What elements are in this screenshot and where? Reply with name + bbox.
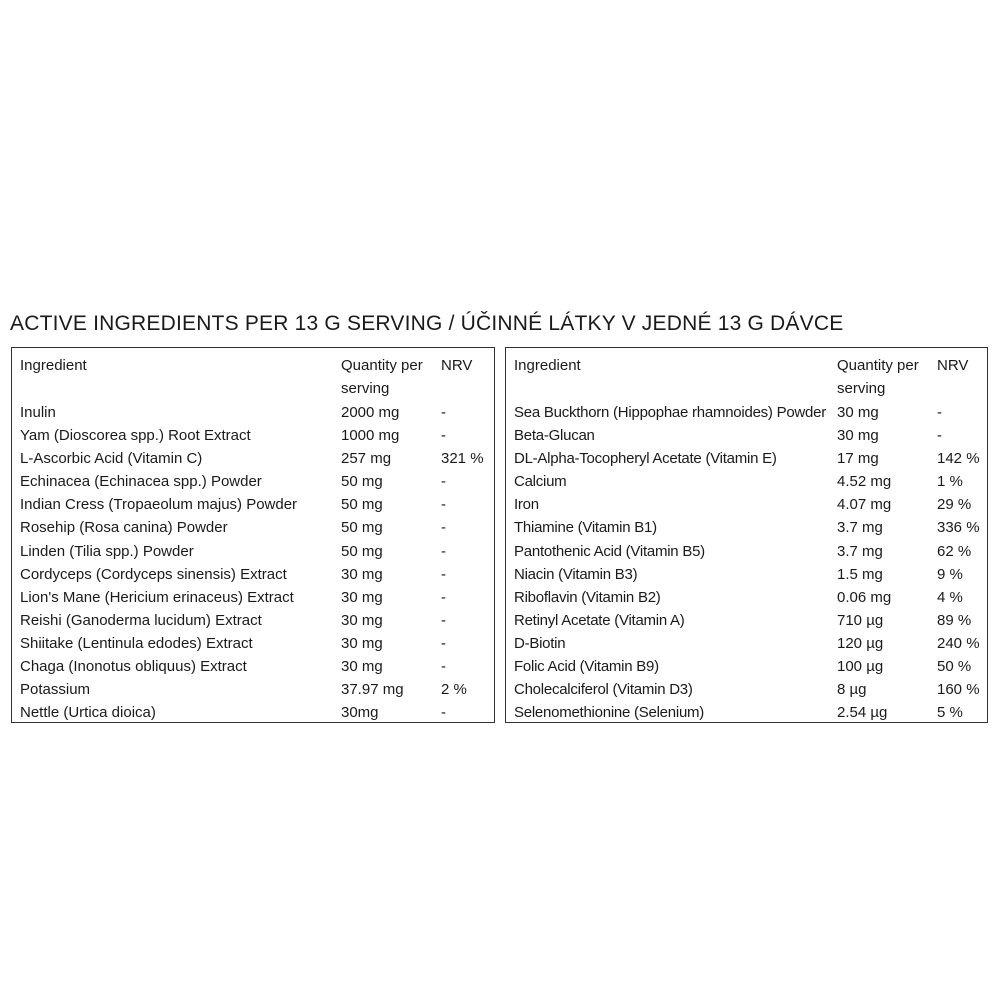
table-row (506, 632, 987, 655)
ingredient-cell: Pantothenic Acid (Vitamin B5) (514, 542, 705, 560)
quantity-cell: 3.7 mg (837, 542, 883, 560)
ingredient-cell: Inulin (20, 404, 56, 421)
nrv-cell: - (441, 542, 446, 560)
table-row (506, 655, 987, 678)
nrv-cell: 5 % (937, 704, 963, 722)
table-row (506, 401, 987, 424)
nrv-cell: 2 % (441, 681, 467, 699)
ingredient-cell: D-Biotin (514, 634, 566, 652)
nrv-cell: - (441, 588, 446, 606)
nrv-cell: 89 % (937, 611, 972, 629)
ingredient-cell: L-Ascorbic Acid (Vitamin C) (20, 450, 203, 468)
table-row (506, 540, 987, 563)
table-row (506, 678, 987, 701)
quantity-cell: 0.06 mg (837, 588, 892, 606)
ingredient-cell: Sea Buckthorn (Hippophae rhamnoides) Powder (514, 404, 826, 421)
table-row (506, 447, 987, 470)
quantity-cell: 8 µg (837, 681, 867, 699)
ingredient-cell: Linden (Tilia spp.) Powder (20, 542, 194, 560)
nrv-cell: - (441, 473, 446, 491)
ingredient-cell: Folic Acid (Vitamin B9) (514, 658, 659, 676)
nrv-cell: 1 % (937, 473, 963, 491)
page-title: ACTIVE INGREDIENTS PER 13 G SERVING / ÚČINNÉ LÁTKY V JEDNÉ 13 G DÁVCE (10, 312, 844, 335)
nrv-cell: - (937, 404, 942, 421)
ingredient-cell: Riboflavin (Vitamin B2) (514, 588, 661, 606)
ingredient-cell: Niacin (Vitamin B3) (514, 565, 638, 583)
quantity-cell: 50 mg (341, 473, 383, 491)
table-row (12, 470, 494, 493)
table-row (506, 609, 987, 632)
ingredient-cell: Indian Cress (Tropaeolum majus) Powder (20, 496, 298, 514)
table-body (12, 401, 494, 724)
quantity-cell: 50 mg (341, 542, 383, 560)
nrv-cell: - (441, 704, 446, 722)
header-quantity-line2: serving (837, 380, 886, 397)
table-row (12, 609, 494, 632)
header-quantity (837, 354, 919, 400)
header-nrv: NRV (937, 357, 969, 374)
quantity-cell: 30mg (341, 704, 379, 722)
ingredient-cell: Thiamine (Vitamin B1) (514, 519, 657, 537)
nrv-cell: 29 % (937, 496, 972, 514)
ingredient-cell: Shiitake (Lentinula edodes) Extract (20, 634, 253, 652)
header-ingredient: Ingredient (514, 357, 581, 374)
nrv-cell: 336 % (937, 519, 980, 537)
nrv-cell: - (441, 634, 446, 652)
ingredient-cell: Cordyceps (Cordyceps sinensis) Extract (20, 565, 287, 583)
quantity-cell: 4.52 mg (837, 473, 892, 491)
ingredients-table-right (505, 347, 988, 723)
table-row (506, 470, 987, 493)
quantity-cell: 3.7 mg (837, 519, 883, 537)
nrv-cell: 50 % (937, 658, 972, 676)
ingredient-cell: Beta-Glucan (514, 427, 595, 445)
table-row (12, 655, 494, 678)
ingredient-cell: Reishi (Ganoderma lucidum) Extract (20, 611, 262, 629)
header-ingredient: Ingredient (20, 357, 87, 374)
quantity-cell: 1.5 mg (837, 565, 883, 583)
nrv-cell: 321 % (441, 450, 484, 468)
quantity-cell: 37.97 mg (341, 681, 404, 699)
table-row (12, 447, 494, 470)
ingredient-cell: Calcium (514, 473, 567, 491)
quantity-cell: 30 mg (341, 565, 383, 583)
table-body (506, 401, 987, 724)
nrv-cell: - (937, 427, 942, 445)
nrv-cell: - (441, 565, 446, 583)
table-row (12, 563, 494, 586)
table-row (12, 424, 494, 447)
quantity-cell: 100 µg (837, 658, 884, 676)
table-row (12, 701, 494, 724)
table-row (12, 493, 494, 516)
nrv-cell: 9 % (937, 565, 963, 583)
quantity-cell: 17 mg (837, 450, 879, 468)
quantity-cell: 2000 mg (341, 404, 400, 421)
nrv-cell: - (441, 611, 446, 629)
ingredient-cell: Iron (514, 496, 539, 514)
ingredient-cell: Cholecalciferol (Vitamin D3) (514, 681, 693, 699)
nrv-cell: 62 % (937, 542, 972, 560)
ingredient-cell: Yam (Dioscorea spp.) Root Extract (20, 427, 251, 445)
nrv-cell: 240 % (937, 634, 980, 652)
table-row (506, 493, 987, 516)
quantity-cell: 710 µg (837, 611, 884, 629)
table-row (12, 516, 494, 539)
quantity-cell: 30 mg (837, 427, 879, 445)
ingredients-table-left (11, 347, 495, 723)
quantity-cell: 120 µg (837, 634, 884, 652)
quantity-cell: 257 mg (341, 450, 392, 468)
header-quantity (341, 354, 423, 400)
table-row (506, 516, 987, 539)
table-row (506, 701, 987, 724)
header-quantity-line1: Quantity per (341, 357, 423, 374)
table-row (12, 586, 494, 609)
table-row (12, 540, 494, 563)
quantity-cell: 30 mg (341, 611, 383, 629)
ingredient-cell: Nettle (Urtica dioica) (20, 704, 156, 722)
nrv-cell: - (441, 658, 446, 676)
quantity-cell: 4.07 mg (837, 496, 892, 514)
ingredient-cell: Selenomethionine (Selenium) (514, 704, 705, 722)
ingredient-cell: Rosehip (Rosa canina) Powder (20, 519, 228, 537)
header-quantity-line1: Quantity per (837, 357, 919, 374)
quantity-cell: 50 mg (341, 519, 383, 537)
table-row (12, 401, 494, 424)
ingredient-cell: Retinyl Acetate (Vitamin A) (514, 611, 685, 629)
ingredient-cell: Chaga (Inonotus obliquus) Extract (20, 658, 247, 676)
nrv-cell: 160 % (937, 681, 980, 699)
table-row (12, 678, 494, 701)
nrv-cell: - (441, 519, 446, 537)
ingredient-cell: Echinacea (Echinacea spp.) Powder (20, 473, 262, 491)
table-row (506, 586, 987, 609)
quantity-cell: 1000 mg (341, 427, 400, 445)
quantity-cell: 30 mg (837, 404, 879, 421)
nrv-cell: - (441, 404, 446, 421)
nrv-cell: 142 % (937, 450, 980, 468)
quantity-cell: 2.54 µg (837, 704, 888, 722)
table-row (506, 563, 987, 586)
ingredient-cell: Potassium (20, 681, 91, 699)
nrv-cell: 4 % (937, 588, 963, 606)
quantity-cell: 30 mg (341, 588, 383, 606)
quantity-cell: 30 mg (341, 634, 383, 652)
table-row (506, 424, 987, 447)
ingredient-cell: Lion's Mane (Hericium erinaceus) Extract (20, 588, 294, 606)
nrv-cell: - (441, 496, 446, 514)
quantity-cell: 30 mg (341, 658, 383, 676)
header-quantity-line2: serving (341, 380, 390, 397)
header-nrv: NRV (441, 357, 473, 374)
quantity-cell: 50 mg (341, 496, 383, 514)
table-row (12, 632, 494, 655)
ingredient-cell: DL-Alpha-Tocopheryl Acetate (Vitamin E) (514, 450, 777, 468)
nrv-cell: - (441, 427, 446, 445)
